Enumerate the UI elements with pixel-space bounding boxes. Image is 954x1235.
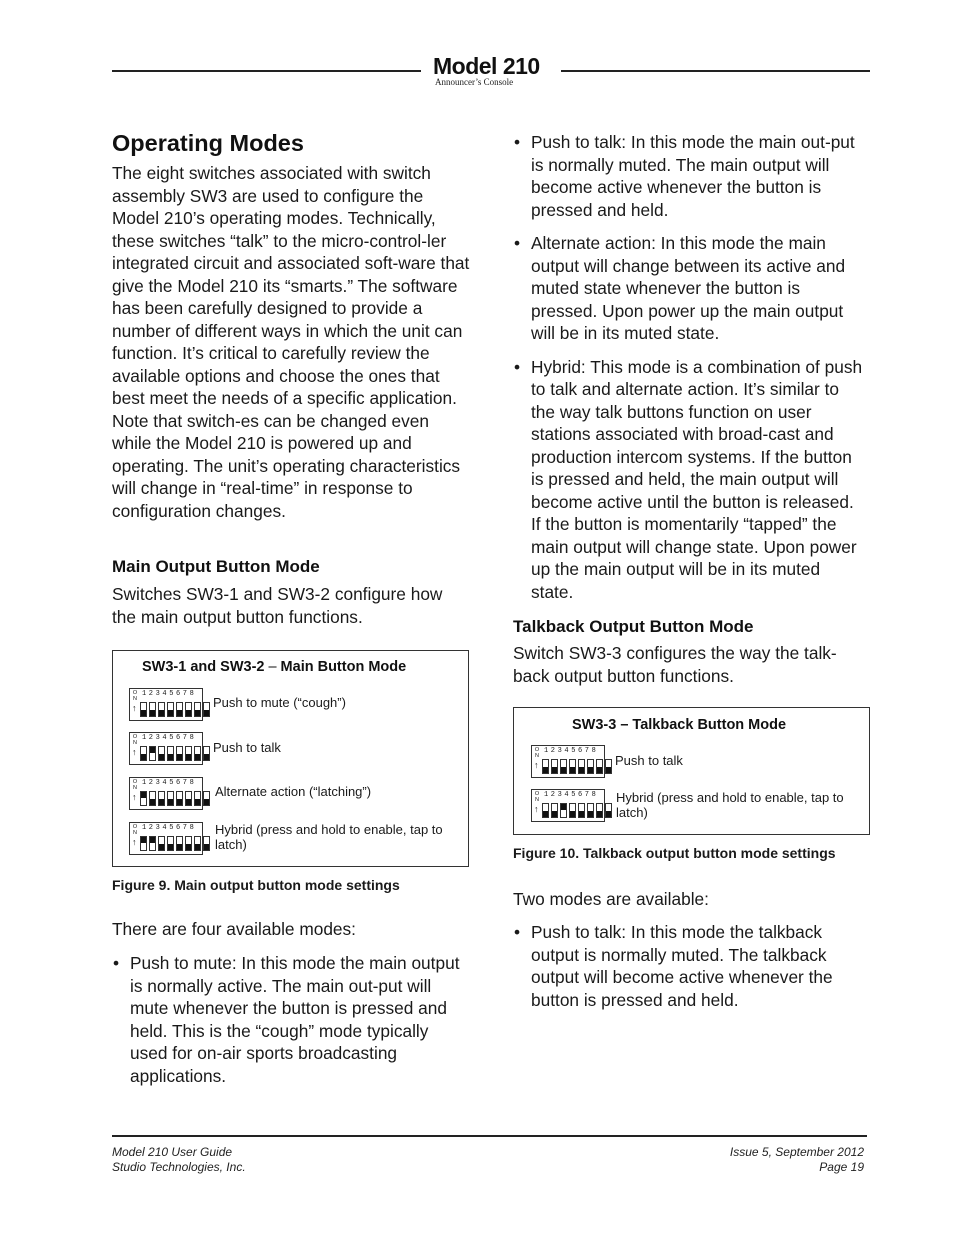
list-item: • Push to talk: In this mode the main out-put is normally muted. The main output will become active whenever the button is pressed and held.: [513, 131, 865, 221]
talkback-modes-list: [513, 921, 865, 1022]
dip-numbers: 12345678: [142, 690, 197, 698]
dip-switch-icon: [129, 822, 203, 855]
header-rule-right: [561, 70, 870, 72]
figure-9-title-dash: –: [268, 659, 277, 675]
intro-paragraph: The eight switches associated with switch assembly SW3 are used to configure the Model 210’s operating modes. Technically, these switches “talk” to the micro-control-ler integrated circuit and associated soft-ware that give the Model 210 its “smarts.” The software has been carefully designed to provide a number of different ways in which the unit can function. It’s critical to carefully review the available options and choose the ones that best meet the needs of a specific application. Note that switch-es can be changed even while the Model 210 is powered up and operating. The unit’s operating characteristics will change in “real-time” in response to configuration changes.: [112, 163, 470, 521]
figure-10-row-1-label: Push to talk: [615, 753, 683, 768]
dip-switch-lever-3: [560, 759, 567, 774]
arrow-up-icon: ↑: [132, 747, 137, 757]
dip-switch-lever-5: [176, 702, 183, 717]
figure-9-row-4-label: Hybrid (press and hold to enable, tap to latch): [215, 822, 443, 852]
dip-switch-lever-3: [158, 746, 165, 761]
dip-switch-lever-7: [194, 702, 201, 717]
figure-9-title-part1: SW3-1 and SW3-2: [142, 659, 265, 675]
dip-switch-lever-7: [596, 759, 603, 774]
dip-switch-lever-6: [185, 702, 192, 717]
dip-switch-lever-8: [203, 702, 210, 717]
header-rule-left: [112, 70, 421, 72]
arrow-up-icon: ↑: [534, 760, 539, 770]
talkback-heading: Talkback Output Button Mode: [513, 617, 754, 636]
dip-switch-lever-4: [167, 702, 174, 717]
dip-switch-lever-8: [203, 836, 210, 851]
dip-switch-icon: [531, 789, 605, 822]
dip-switch-lever-2: [551, 803, 558, 818]
header-logo-subtitle: Announcer’s Console: [435, 77, 514, 87]
dip-switch-lever-7: [596, 803, 603, 818]
talkback-paragraph: Switch SW3-3 configures the way the talk-back output button functions.: [513, 643, 837, 686]
footer-right: [730, 1145, 864, 1175]
dip-numbers: 12345678: [544, 791, 599, 799]
dip-switch-lever-2: [149, 746, 156, 761]
footer-left: [112, 1145, 246, 1175]
dip-switch-lever-1: [140, 791, 147, 806]
dip-switch-lever-1: [140, 746, 147, 761]
dip-switch-lever-1: [542, 759, 549, 774]
dip-switch-icon: [531, 745, 605, 778]
dip-switch-lever-3: [158, 702, 165, 717]
figure-9-title-part2: Main Button Mode: [280, 659, 407, 675]
main-modes-list-left: [112, 952, 464, 1098]
figure-10-box: [513, 707, 870, 835]
section-title: Operating Modes: [112, 130, 304, 156]
dip-switch-lever-6: [185, 836, 192, 851]
dip-switch-lever-4: [167, 746, 174, 761]
dip-on-label: O N: [534, 791, 540, 803]
dip-switch-lever-4: [569, 759, 576, 774]
dip-switch-lever-2: [149, 836, 156, 851]
dip-numbers: 12345678: [142, 824, 197, 832]
figure-9-row-3-label: Alternate action (“latching”): [215, 784, 372, 799]
dip-switch-lever-8: [203, 791, 210, 806]
dip-switch-lever-6: [587, 803, 594, 818]
figure-10-row-2-label: Hybrid (press and hold to enable, tap to latch): [616, 790, 844, 820]
main-output-heading: Main Output Button Mode: [112, 557, 320, 576]
dip-switch-lever-6: [185, 791, 192, 806]
figure-10-title: SW3-3 – Talkback Button Mode: [572, 717, 787, 733]
list-item: • Push to mute: In this mode the main output is normally active. The main out-put will mute whenever the button is pressed and held. This is the “cough” mode typically used for on-air sports broadcasting applications.: [112, 952, 464, 1087]
footer-page-number: Page 19: [819, 1160, 864, 1174]
dip-switch-lever-5: [176, 791, 183, 806]
dip-switch-icon: [129, 688, 203, 721]
figure-9-caption: Figure 9. Main output button mode settings: [112, 877, 400, 893]
dip-on-label: O N: [534, 747, 540, 759]
footer-doc-title: Model 210 User Guide: [112, 1145, 233, 1159]
main-modes-list-right: [513, 131, 865, 614]
dip-switch-lever-3: [158, 836, 165, 851]
figure-9-row-2-label: Push to talk: [213, 740, 281, 755]
figure-9-title: [142, 659, 406, 675]
list-item: • Push to talk: In this mode the talkback output is normally muted. The talkback output will become active whenever the button is pressed and held.: [513, 921, 865, 1011]
dip-switch-lever-6: [587, 759, 594, 774]
talkback-modes-intro: Two modes are available:: [513, 889, 709, 909]
dip-switch-lever-5: [176, 836, 183, 851]
footer-rule: [112, 1135, 867, 1137]
arrow-up-icon: ↑: [132, 792, 137, 802]
dip-switch-lever-1: [542, 803, 549, 818]
arrow-up-icon: ↑: [132, 837, 137, 847]
dip-on-label: O N: [132, 779, 138, 791]
dip-on-label: O N: [132, 734, 138, 746]
arrow-up-icon: ↑: [534, 804, 539, 814]
dip-on-label: O N: [132, 824, 138, 836]
dip-switch-lever-8: [203, 746, 210, 761]
dip-switch-lever-2: [551, 759, 558, 774]
dip-switch-lever-5: [578, 759, 585, 774]
dip-numbers: 12345678: [142, 734, 197, 742]
figure-9-box: [112, 650, 469, 867]
arrow-up-icon: ↑: [132, 703, 137, 713]
footer-company: Studio Technologies, Inc.: [112, 1160, 246, 1174]
main-modes-intro: There are four available modes:: [112, 919, 356, 939]
main-output-paragraph: Switches SW3-1 and SW3-2 configure how the main output button functions.: [112, 584, 443, 627]
dip-switch-lever-2: [149, 791, 156, 806]
dip-switch-lever-3: [560, 803, 567, 818]
dip-switch-icon: [129, 777, 203, 810]
dip-switch-lever-7: [194, 836, 201, 851]
dip-numbers: 12345678: [544, 747, 599, 755]
dip-switch-lever-4: [569, 803, 576, 818]
dip-on-label: O N: [132, 690, 138, 702]
list-item: • Hybrid: This mode is a combination of push to talk and alternate action. It’s similar to the way talk buttons function on user stations associated with broad-cast and production intercom systems. If the button is pressed and held, the main output will become active until the button is released. If the button is momentarily “tapped” the main output will change state. Upon power up the main output will be in its muted state.: [513, 356, 865, 604]
dip-numbers: 12345678: [142, 779, 197, 787]
header-logo-title: Model 210: [433, 53, 540, 79]
dip-switch-lever-8: [605, 803, 612, 818]
dip-switch-lever-7: [194, 791, 201, 806]
figure-10-caption: Figure 10. Talkback output button mode settings: [513, 845, 836, 861]
dip-switch-lever-8: [605, 759, 612, 774]
dip-switch-lever-1: [140, 836, 147, 851]
list-item: • Alternate action: In this mode the main output will change between its active and muted state whenever the button is pressed. Upon power up the main output will be in its muted state.: [513, 232, 865, 345]
dip-switch-lever-4: [167, 791, 174, 806]
dip-switch-lever-3: [158, 791, 165, 806]
dip-switch-lever-2: [149, 702, 156, 717]
figure-9-row-1-label: Push to mute (“cough”): [213, 695, 346, 710]
dip-switch-lever-5: [578, 803, 585, 818]
footer-issue: Issue 5, September 2012: [729, 1145, 864, 1159]
dip-switch-lever-5: [176, 746, 183, 761]
dip-switch-lever-7: [194, 746, 201, 761]
dip-switch-icon: [129, 732, 203, 765]
dip-switch-lever-4: [167, 836, 174, 851]
dip-switch-lever-6: [185, 746, 192, 761]
dip-switch-lever-1: [140, 702, 147, 717]
